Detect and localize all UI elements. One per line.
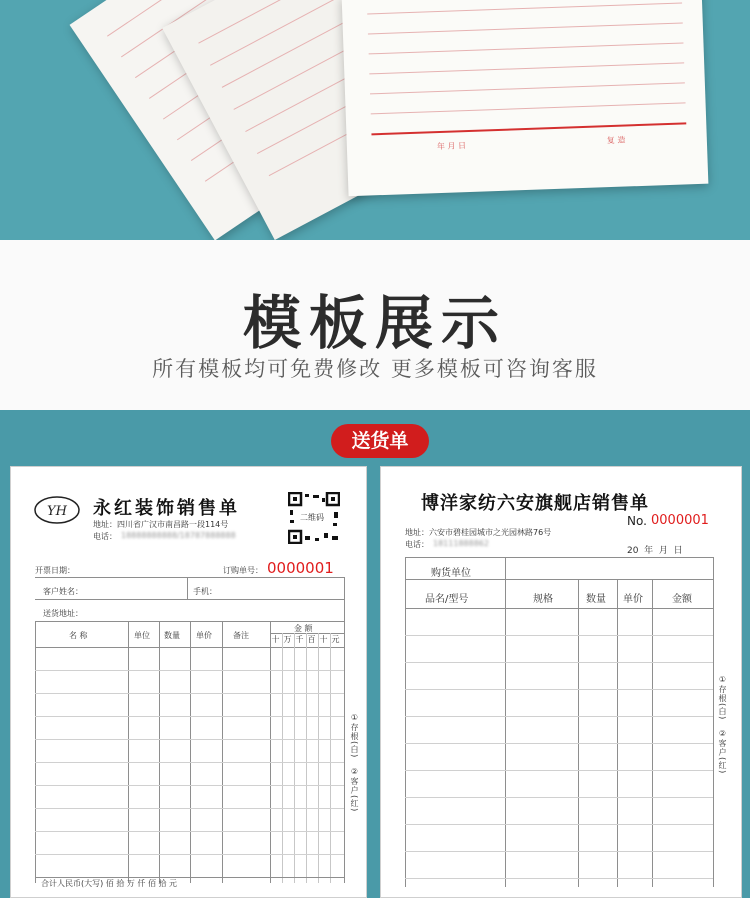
col-unit: 单位 — [134, 631, 150, 640]
r-col-price: 单价 — [623, 594, 643, 605]
right-company-name: 博洋家纺六安旗舰店销售单 — [421, 493, 649, 514]
col-name: 名 称 — [69, 631, 88, 640]
col-qty: 数量 — [164, 631, 180, 640]
right-phone-label: 电话： — [405, 540, 429, 549]
amount-unit: 元 — [331, 635, 340, 644]
right-copy-label-2: ②客户(红) — [718, 729, 727, 775]
paper-sheet-front — [342, 0, 709, 196]
amount-unit: 百 — [307, 635, 316, 644]
right-no-label: No. — [627, 514, 647, 528]
sheet-date-label: 年 月 日 — [436, 141, 467, 152]
col-price: 单价 — [196, 631, 212, 640]
right-date: 20 年 月 日 — [627, 546, 683, 556]
customer-name-label: 客户姓名： — [43, 587, 83, 596]
amount-label: 金 额 — [294, 624, 313, 633]
section-badge: 送货单 — [331, 424, 429, 458]
right-phone-value: 18111888862 — [433, 539, 489, 548]
left-copy-label-1: ①存根(白) — [350, 713, 359, 759]
left-order-label: 订购单号： — [223, 566, 263, 575]
amount-unit: 千 — [295, 635, 304, 644]
svg-text:YH: YH — [47, 504, 67, 519]
col-remark: 备注 — [233, 631, 249, 640]
left-form-template — [10, 466, 367, 898]
mobile-label: 手机： — [193, 587, 217, 596]
sheet-sign-label: 复 造 — [606, 135, 626, 146]
right-copy-label-1: ①存根(白) — [718, 675, 727, 721]
yh-logo-icon — [33, 495, 81, 525]
delivery-address-label: 送货地址： — [43, 609, 83, 618]
qr-label: 二维码 — [300, 513, 324, 522]
r-col-spec: 规格 — [533, 594, 553, 605]
hero-photo — [0, 0, 750, 240]
title-band — [0, 240, 750, 410]
r-col-qty: 数量 — [586, 594, 606, 605]
left-date-label: 开票日期： — [35, 566, 75, 575]
page-title: 模板展示 — [242, 289, 507, 357]
right-form-template — [380, 466, 742, 898]
right-no-value: 0000001 — [651, 513, 709, 528]
buyer-label: 购货单位 — [431, 568, 471, 579]
r-col-name: 品名/型号 — [425, 594, 469, 605]
page-subtitle: 所有模板均可免费修改 更多模板可咨询客服 — [152, 357, 598, 381]
left-phone-value: 18888888888/18787888888 — [121, 531, 236, 540]
left-copy-label-2: ②客户(红) — [350, 767, 359, 813]
amount-unit: 十 — [319, 635, 328, 644]
left-company-name: 永红装饰销售单 — [93, 498, 240, 519]
amount-unit: 万 — [283, 635, 292, 644]
left-address: 地址：四川省广汉市南昌路一段114号 — [93, 520, 229, 529]
r-col-amount: 金额 — [672, 594, 692, 605]
left-phone-label: 电话： — [93, 532, 117, 541]
right-address: 地址：六安市碧桂园城市之光园林路76号 — [405, 528, 552, 537]
amount-unit: 十 — [271, 635, 280, 644]
left-order-number: 0000001 — [267, 559, 334, 577]
left-footer-total: 合计人民币(大写) 佰 拾 万 仟 佰 拾 元 — [41, 879, 178, 888]
